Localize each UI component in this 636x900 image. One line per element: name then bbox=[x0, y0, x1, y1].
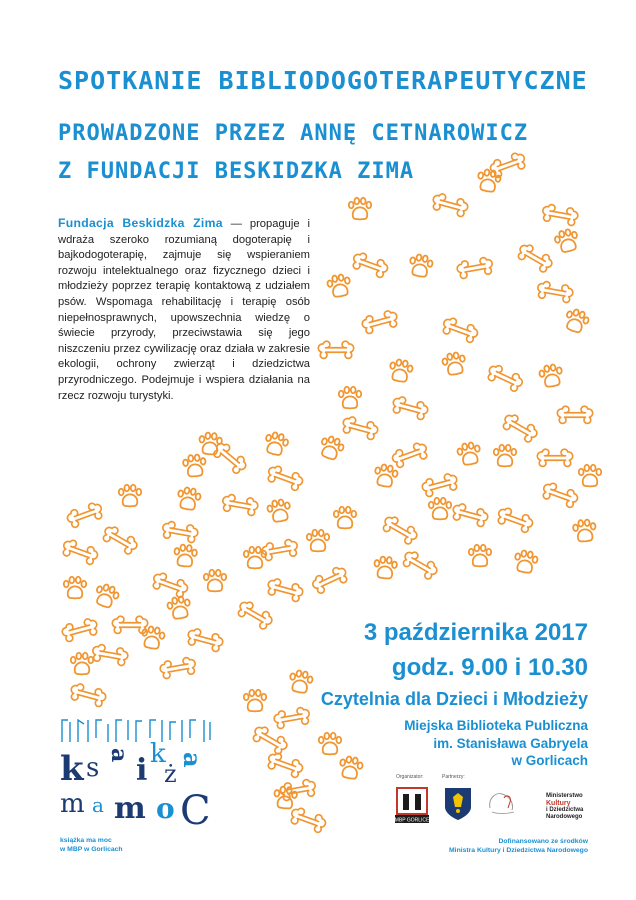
logo-caption-line1: książka ma moc bbox=[60, 837, 112, 844]
ministry-line4: Narodowego bbox=[546, 814, 583, 820]
svg-text:C: C bbox=[180, 788, 211, 833]
bone-icon bbox=[69, 682, 108, 708]
paw-print-icon bbox=[119, 485, 141, 507]
funding-line1: Dofinansowano ze środków bbox=[498, 838, 588, 845]
svg-text:a: a bbox=[106, 748, 132, 763]
paw-print-icon bbox=[579, 465, 601, 487]
paw-print-icon bbox=[176, 486, 202, 511]
bone-icon bbox=[91, 643, 129, 666]
ministry-line1: Ministerstwo bbox=[546, 793, 583, 799]
paw-print-icon bbox=[173, 544, 197, 567]
paw-print-icon bbox=[183, 454, 207, 477]
ministry-logo bbox=[546, 793, 583, 821]
paw-print-icon bbox=[204, 570, 226, 592]
paw-print-icon bbox=[553, 227, 580, 254]
paw-print-icon bbox=[288, 669, 314, 694]
bone-icon bbox=[495, 506, 534, 534]
bone-icon bbox=[541, 203, 579, 226]
ministry-line3: i Dziedzictwa bbox=[546, 807, 584, 813]
bone-icon bbox=[161, 520, 199, 543]
foundation-name: Fundacja Beskidzka Zima bbox=[58, 216, 223, 230]
paw-print-icon bbox=[373, 463, 399, 488]
paw-print-icon bbox=[92, 582, 120, 610]
paw-print-icon bbox=[494, 445, 516, 467]
logo-caption-line2: w MBP w Gorlicach bbox=[60, 846, 123, 853]
bone-icon bbox=[100, 524, 139, 557]
paw-print-icon bbox=[456, 441, 482, 466]
bone-icon bbox=[273, 706, 311, 729]
event-title: SPOTKANIE BIBLIODOGOTERAPEUTYCZNE bbox=[58, 66, 588, 95]
bone-icon bbox=[266, 577, 305, 603]
library-patron: im. Stanisława Gabryela bbox=[433, 735, 588, 751]
partner-dog-logo bbox=[482, 786, 522, 820]
bone-icon bbox=[451, 502, 490, 528]
svg-text:s: s bbox=[86, 753, 100, 783]
bone-icon bbox=[65, 501, 104, 529]
svg-text:k: k bbox=[60, 749, 84, 789]
paw-print-icon bbox=[140, 625, 166, 650]
paw-print-icon bbox=[307, 530, 329, 552]
library-name: Miejska Biblioteka Publiczna bbox=[404, 718, 588, 733]
funding-note bbox=[449, 837, 588, 855]
logo-caption bbox=[60, 836, 123, 854]
bone-icon bbox=[421, 472, 460, 498]
bone-icon bbox=[380, 514, 419, 547]
paw-print-icon bbox=[338, 755, 364, 780]
paw-print-icon bbox=[469, 545, 491, 567]
bone-icon bbox=[500, 412, 539, 445]
bone-icon bbox=[390, 441, 429, 469]
paw-print-icon bbox=[513, 549, 539, 574]
bone-icon bbox=[250, 724, 289, 757]
bone-icon bbox=[456, 256, 494, 279]
paw-print-icon bbox=[408, 253, 434, 278]
foundation-description bbox=[58, 216, 310, 404]
bone-icon bbox=[318, 341, 353, 358]
bone-icon bbox=[235, 599, 274, 632]
bone-icon bbox=[221, 493, 259, 516]
ksiazka-ma-moc-logo bbox=[58, 718, 223, 833]
event-subtitle: PROWADZONE PRZEZ ANNĘ CETNAROWICZ bbox=[58, 121, 529, 146]
bone-icon bbox=[440, 316, 479, 344]
paw-print-icon bbox=[349, 198, 371, 220]
svg-text:a: a bbox=[92, 793, 104, 817]
bone-icon bbox=[361, 309, 400, 335]
paw-print-icon bbox=[273, 786, 297, 809]
paw-print-icon bbox=[71, 653, 93, 675]
bone-icon bbox=[186, 627, 225, 653]
bone-icon bbox=[61, 617, 100, 643]
bone-icon bbox=[536, 280, 574, 303]
bone-icon bbox=[288, 806, 327, 834]
paw-print-icon bbox=[326, 273, 352, 298]
partners-label: Partnerzy: bbox=[442, 774, 465, 780]
bone-icon bbox=[557, 406, 592, 423]
library-city: w Gorlicach bbox=[511, 753, 588, 768]
bone-icon bbox=[537, 449, 572, 466]
svg-text:o: o bbox=[156, 792, 175, 825]
bone-icon bbox=[265, 751, 304, 779]
paw-print-icon bbox=[339, 387, 361, 409]
bone-icon bbox=[265, 464, 304, 492]
paw-print-icon bbox=[244, 547, 266, 569]
svg-text:m: m bbox=[114, 791, 146, 826]
ministry-line2: Kultury bbox=[546, 800, 571, 807]
foundation-text: — propaguje i wdraża szeroko rozumianą dogoterapię i bajkodogoterapię, zajmuje się wspieraniem rozwoju intelektualnego oraz fizycznego dzieci i młodzieży poprzez terapię kontaktową z udziałem psów. Wspomaga rehabilitację i terapię osób niepełnosprawnych, upowszechnia wiedzę o świecie przyrody, przeciwstawia się jego niszczeniu przez cywilizację oraz działa w zakresie ekologii, ochrony zwierząt i dziedzictwa przyrodniczego. Podejmuje i wspiera działania na rzecz rozwoju turystyki. bbox=[58, 218, 311, 402]
bone-icon bbox=[261, 538, 299, 561]
paw-print-icon bbox=[373, 556, 397, 579]
mbp-logo-text: MBP GORLICE bbox=[395, 817, 429, 824]
svg-text:ż: ż bbox=[164, 760, 177, 788]
paw-print-icon bbox=[573, 519, 597, 542]
bone-icon bbox=[391, 395, 430, 421]
bone-icon bbox=[540, 481, 579, 509]
bone-icon bbox=[159, 656, 197, 679]
paw-print-icon bbox=[334, 507, 356, 529]
paw-print-icon bbox=[266, 498, 292, 523]
paw-print-icon bbox=[429, 498, 451, 520]
event-venue: Czytelnia dla Dzieci i Młodzieży bbox=[320, 689, 588, 709]
paw-print-icon bbox=[441, 351, 467, 376]
bone-icon bbox=[515, 242, 554, 275]
paw-print-icon bbox=[538, 363, 564, 388]
bone-icon bbox=[400, 549, 439, 582]
paw-print-icon bbox=[476, 168, 502, 193]
paw-print-icon bbox=[166, 595, 192, 620]
svg-text:m: m bbox=[60, 789, 85, 819]
bone-icon bbox=[488, 151, 527, 179]
svg-text:k: k bbox=[150, 739, 166, 769]
paw-print-icon bbox=[317, 434, 345, 462]
gorlice-coat-of-arms bbox=[444, 787, 472, 821]
event-time: godz. 9.00 i 10.30 bbox=[391, 654, 588, 681]
bone-icon bbox=[341, 415, 380, 441]
bone-icon bbox=[485, 363, 524, 394]
mbp-gorlice-logo bbox=[395, 786, 429, 824]
paw-print-icon bbox=[244, 690, 266, 712]
library-address bbox=[404, 717, 588, 770]
bone-icon bbox=[60, 538, 99, 566]
event-date: 3 października 2017 bbox=[363, 619, 588, 646]
bone-icon bbox=[431, 192, 470, 218]
organizer-label: Organizator: bbox=[396, 774, 424, 780]
event-organizer-line: Z FUNDACJI BESKIDZKA ZIMA bbox=[58, 159, 415, 184]
bone-icon bbox=[150, 571, 189, 599]
bone-icon bbox=[310, 565, 349, 596]
svg-text:a: a bbox=[178, 752, 207, 768]
paw-print-icon bbox=[64, 577, 86, 599]
paw-print-icon bbox=[562, 307, 590, 335]
paw-print-icon bbox=[319, 733, 341, 755]
svg-text:i: i bbox=[136, 753, 148, 788]
funding-line2: Ministra Kultury i Dziedzictwa Narodowego bbox=[449, 847, 588, 854]
paw-print-icon bbox=[388, 358, 414, 383]
bone-icon bbox=[350, 251, 389, 279]
bone-icon bbox=[211, 440, 249, 476]
paw-print-icon bbox=[263, 430, 290, 457]
